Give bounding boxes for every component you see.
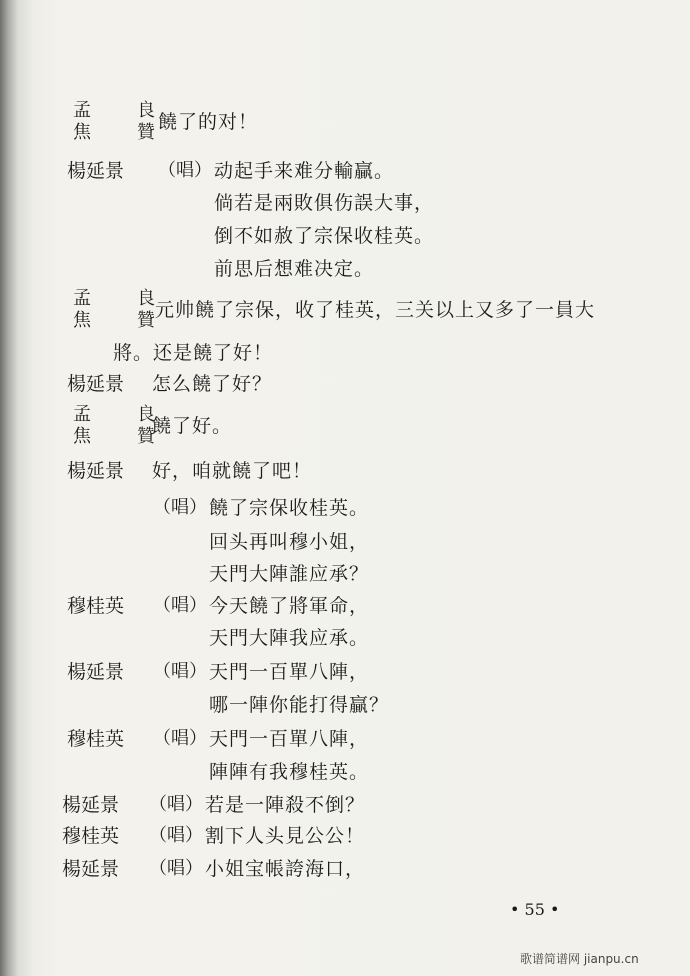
speaker-name: 穆桂英 <box>67 595 125 617</box>
line-text: 將。还是饒了好！ <box>113 342 274 364</box>
singing-marker: （唱） <box>153 497 207 518</box>
script-line <box>0 160 690 190</box>
speaker-pair <box>73 288 169 336</box>
singing-marker: （唱） <box>149 825 203 846</box>
speaker-name: 焦 贊 <box>73 310 169 331</box>
script-line <box>0 373 690 403</box>
script-line <box>0 460 690 490</box>
line-text: 割下人头見公公！ <box>205 825 366 847</box>
speaker-name: 楊延景 <box>67 160 125 182</box>
line-text: 天門大陣誰应承？ <box>209 563 370 585</box>
script-line <box>0 858 690 888</box>
script-line <box>0 794 690 824</box>
line-text: 天門一百單八陣， <box>209 661 370 683</box>
line-text: 回头再叫穆小姐， <box>209 531 370 553</box>
line-text: 元帅饒了宗保，收了桂英，三关以上又多了一員大 <box>155 299 596 321</box>
line-text: 天門大陣我应承。 <box>209 627 370 649</box>
line-text: 陣陣有我穆桂英。 <box>209 761 370 783</box>
speaker-name: 焦 贊 <box>73 122 169 143</box>
script-line <box>0 288 690 331</box>
line-text: 哪一陣你能打得贏？ <box>209 694 390 716</box>
watermark: 歌谱简谱网 jianpu.cn <box>520 952 639 966</box>
line-text: 倘若是兩敗俱伤誤大事， <box>214 192 435 214</box>
script-line <box>0 342 690 372</box>
page-number: • 55 • <box>510 900 560 919</box>
script-line <box>0 563 690 593</box>
line-text: 饒了好。 <box>152 415 233 437</box>
script-line <box>0 761 690 791</box>
line-text: 前思后想难决定。 <box>214 258 375 280</box>
speaker-name: 穆桂英 <box>62 825 120 847</box>
script-line <box>0 100 690 143</box>
script-line <box>0 258 690 288</box>
speaker-name: 楊延景 <box>62 794 120 816</box>
line-text: 天門一百單八陣， <box>209 728 370 750</box>
script-line <box>0 728 690 758</box>
script-line <box>0 192 690 222</box>
line-text: 小姐宝帳誇海口， <box>205 858 366 880</box>
script-line <box>0 595 690 625</box>
line-text: 动起手来难分輸贏。 <box>214 160 395 182</box>
speaker-name: 孟 良 <box>73 100 169 121</box>
line-text: 怎么饒了好？ <box>152 373 273 395</box>
script-line <box>0 404 690 447</box>
line-text: 饒了宗保收桂英。 <box>209 497 370 519</box>
script-line <box>0 627 690 657</box>
line-text: 饒了的对！ <box>158 111 259 133</box>
speaker-name: 焦 贊 <box>73 426 169 447</box>
singing-marker: （唱） <box>149 794 203 815</box>
line-text: 若是一陣殺不倒？ <box>205 794 366 816</box>
script-line <box>0 531 690 561</box>
script-line <box>0 225 690 255</box>
speaker-pair <box>73 404 169 452</box>
speaker-name: 楊延景 <box>62 858 120 880</box>
script-line <box>0 661 690 691</box>
line-text: 倒不如赦了宗保收桂英。 <box>214 225 435 247</box>
speaker-name: 楊延景 <box>67 373 125 395</box>
speaker-name: 孟 良 <box>73 288 169 309</box>
speaker-name: 穆桂英 <box>67 728 125 750</box>
speaker-name: 孟 良 <box>73 404 169 425</box>
script-line <box>0 825 690 855</box>
singing-marker: （唱） <box>153 595 207 616</box>
script-line <box>0 497 690 527</box>
singing-marker: （唱） <box>158 160 212 181</box>
line-text: 今天饒了將軍命， <box>209 595 370 617</box>
line-text: 好，咱就饒了吧！ <box>152 460 313 482</box>
script-line <box>0 694 690 724</box>
speaker-name: 楊延景 <box>67 661 125 683</box>
speaker-pair <box>73 100 169 148</box>
singing-marker: （唱） <box>149 858 203 879</box>
singing-marker: （唱） <box>153 661 207 682</box>
singing-marker: （唱） <box>153 728 207 749</box>
speaker-name: 楊延景 <box>67 460 125 482</box>
